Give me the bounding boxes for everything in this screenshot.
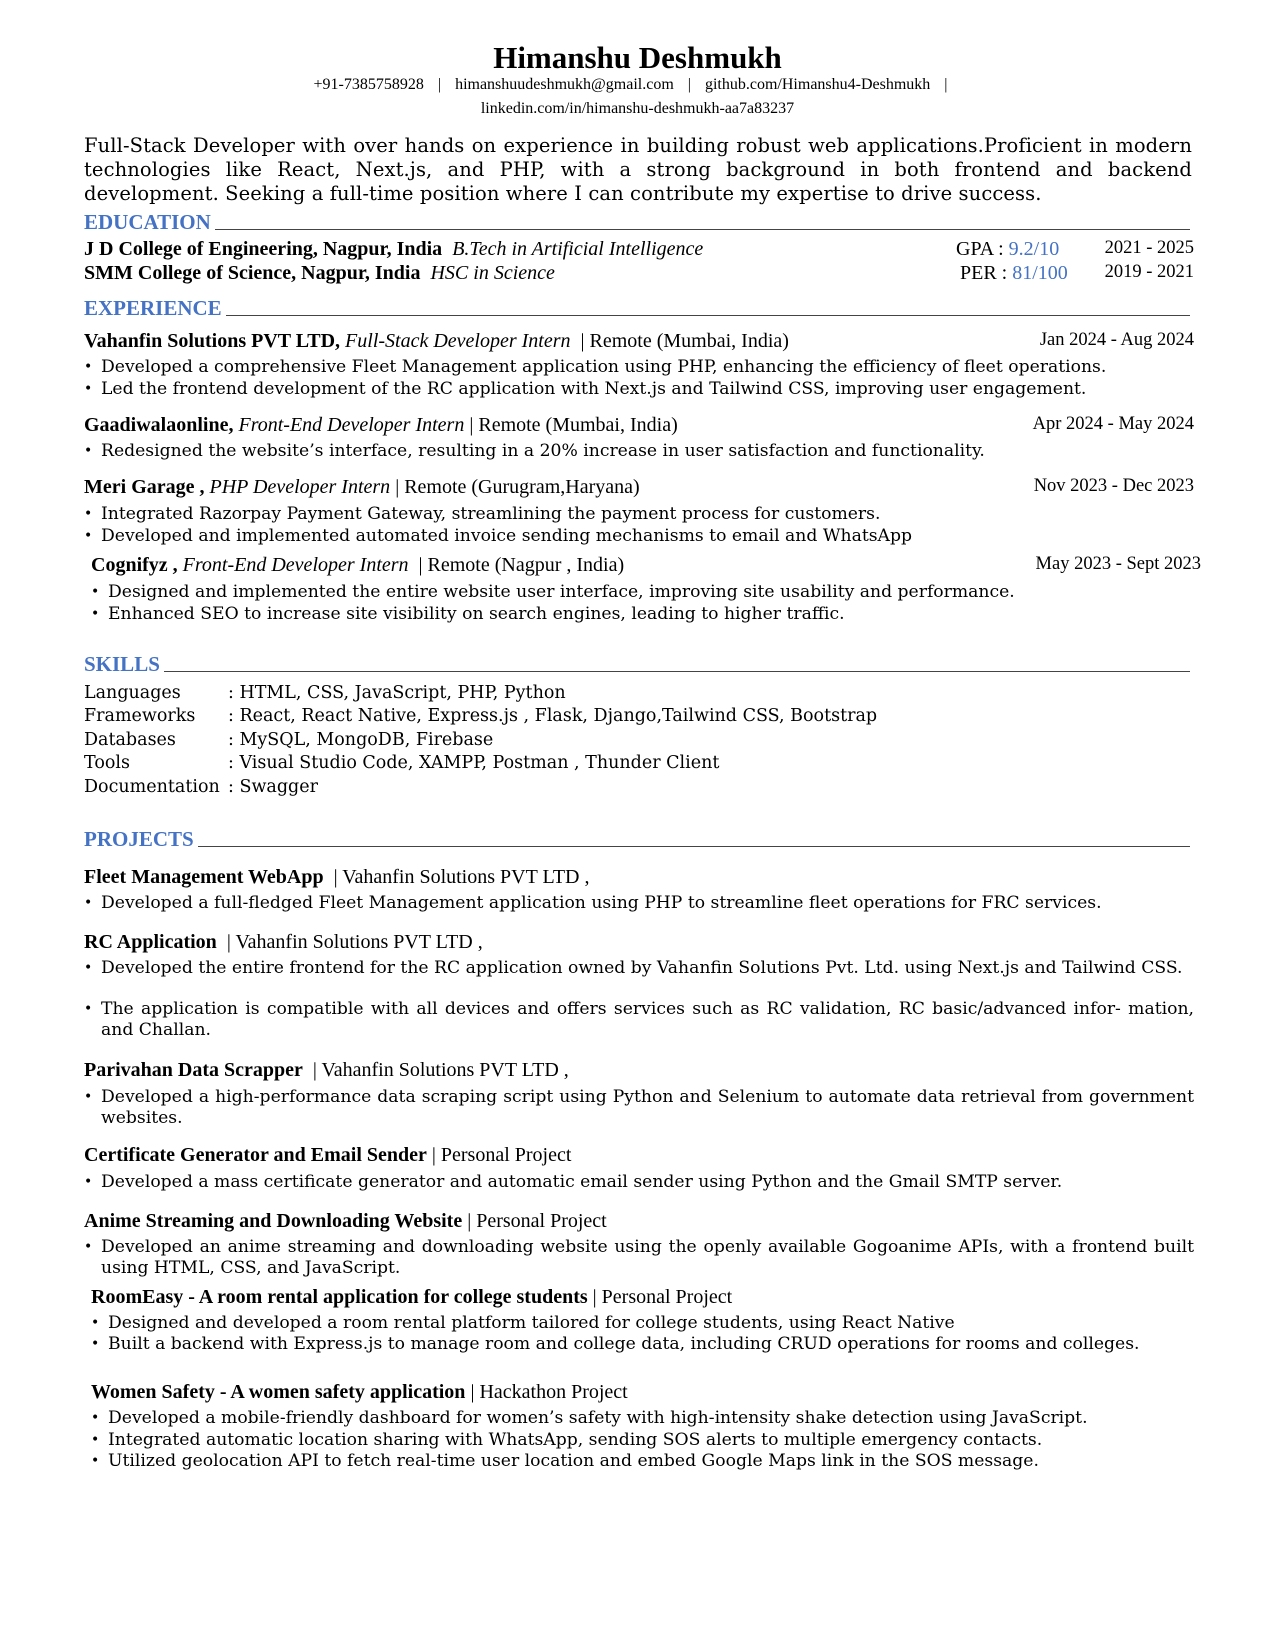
dates: Apr 2024 - May 2024 — [1032, 414, 1194, 434]
dates: Nov 2023 - Dec 2023 — [1033, 476, 1194, 496]
bullet-item: • Integrated automatic location sharing with WhatsApp, sending SOS alerts to multiple emergency contacts. — [108, 1430, 1042, 1451]
dates: May 2023 - Sept 2023 — [1035, 554, 1201, 574]
dates: Jan 2024 - Aug 2024 — [1039, 330, 1194, 350]
bullet-item: • Redesigned the website’s interface, resulting in a 20% increase in user satisfaction and functionality. — [101, 441, 985, 462]
bullet-item: • Developed a comprehensive Fleet Management application using PHP, enhancing the efficiency of fleet operations. — [101, 357, 1106, 378]
email-link[interactable]: himanshuudeshmukh@gmail.com — [455, 76, 674, 93]
project-header — [91, 1286, 732, 1309]
years: 2021 - 2025 — [1104, 238, 1194, 258]
project-name: RC Application — [84, 931, 217, 953]
section-experience — [84, 296, 1190, 321]
skill-label: Documentation — [84, 777, 220, 797]
section-title: SKILLS — [84, 652, 160, 676]
project-name: Women Safety - A women safety application — [91, 1381, 466, 1403]
github-link[interactable]: github.com/Himanshu4-Deshmukh — [704, 76, 931, 93]
project-org: | Personal Project — [462, 1210, 607, 1232]
bullet-item: • The application is compatible with all devices and offers services such as RC validation, RC basic/advanced infor- mation, and Challan. — [101, 999, 1194, 1041]
bullet-item: • Utilized geolocation API to fetch real-time user location and embed Google Maps link in the SOS message. — [108, 1451, 1039, 1472]
years: 2019 - 2021 — [1104, 262, 1194, 282]
bullet-item: • Enhanced SEO to increase site visibility on search engines, leading to higher traffic. — [108, 604, 845, 625]
section-rule — [226, 315, 1190, 316]
skill-value: : React, React Native, Express.js , Flask, Django,Tailwind CSS, Bootstrap — [228, 706, 878, 726]
bullet-item: • Developed and implemented automated invoice sending mechanisms to email and WhatsApp — [101, 526, 912, 547]
score-label: PER : — [960, 262, 1013, 284]
project-name: Anime Streaming and Downloading Website — [84, 1210, 463, 1232]
score — [956, 238, 1059, 261]
project-org: | Personal Project — [587, 1286, 733, 1308]
role: Front-End Developer Intern — [238, 414, 465, 436]
bullet-item: • Developed a high-performance data scraping script using Python and Selenium to automate data retrieval from government websites. — [101, 1087, 1194, 1129]
company: Gaadiwalaonline, — [84, 414, 234, 436]
bullet-item: • Designed and developed a room rental platform tailored for college students, using React Native — [108, 1313, 955, 1334]
score-value: 9.2/10 — [1008, 238, 1060, 260]
location: | Remote (Nagpur , India) — [418, 554, 625, 576]
bullet-item: • Developed an anime streaming and downloading website using the openly available Gogoanime APIs, with a frontend built using HTML, CSS, and JavaScript. — [101, 1237, 1194, 1279]
bullet-item: • Led the frontend development of the RC application with Next.js and Tailwind CSS, improving user engagement. — [101, 379, 1086, 400]
skill-label: Tools — [84, 753, 130, 773]
skill-label: Languages — [84, 683, 181, 703]
education-row — [84, 238, 1194, 261]
company: Meri Garage , — [84, 476, 205, 498]
project-org: | Personal Project — [426, 1144, 572, 1166]
section-education — [84, 210, 1190, 235]
phone: +91-7385758928 — [313, 76, 424, 93]
linkedin-link[interactable]: linkedin.com/in/himanshu-deshmukh-aa7a83237 — [480, 100, 795, 117]
bullet-item: • Designed and implemented the entire website user interface, improving site usability and performance. — [108, 582, 1015, 603]
skill-value: : MySQL, MongoDB, Firebase — [228, 730, 494, 750]
project-header — [84, 931, 483, 954]
experience-header — [84, 476, 1194, 499]
project-header — [84, 1059, 569, 1082]
bullet-item: • Developed a mobile-friendly dashboard for women’s safety with high-intensity shake detection using JavaScript. — [108, 1408, 1088, 1429]
role: Front-End Developer Intern — [182, 554, 409, 576]
section-skills — [84, 652, 1190, 677]
section-title: EDUCATION — [84, 210, 211, 234]
location: | Remote (Gurugram,Haryana) — [395, 476, 640, 498]
section-rule — [198, 846, 1190, 847]
project-header — [91, 1381, 628, 1404]
section-title: EXPERIENCE — [84, 296, 222, 320]
skill-value: : HTML, CSS, JavaScript, PHP, Python — [228, 683, 566, 703]
experience-header — [84, 330, 1194, 353]
bullet-item: • Built a backend with Express.js to manage room and college data, including CRUD operations for rooms and colleges. — [108, 1334, 1201, 1355]
project-header — [84, 1144, 571, 1167]
location: | Remote (Mumbai, India) — [469, 414, 678, 436]
skill-value: : Swagger — [228, 777, 318, 797]
score — [960, 262, 1068, 285]
bullet-item: • Developed the entire frontend for the RC application owned by Vahanfin Solutions Pvt. Ltd. using Next.js and Tailwind CSS. — [101, 958, 1194, 979]
school: J D College of Engineering, Nagpur, India — [84, 238, 443, 260]
project-header — [84, 866, 590, 889]
section-projects — [84, 827, 1190, 852]
project-name: Fleet Management WebApp — [84, 866, 324, 888]
project-org: | Vahanfin Solutions PVT LTD , — [328, 866, 590, 888]
candidate-name: Himanshu Deshmukh — [493, 40, 782, 75]
experience-header — [84, 414, 1194, 437]
contact-line — [0, 76, 1275, 94]
score-label: GPA : — [956, 238, 1009, 260]
section-rule — [164, 671, 1190, 672]
project-org: | Vahanfin Solutions PVT LTD , — [221, 931, 483, 953]
bullet-item: • Developed a full-fledged Fleet Management application using PHP to streamline fleet operations for FRC services. — [101, 893, 1102, 914]
summary: Full-Stack Developer with over hands on experience in building robust web applications.Proficient in modern technologies like React, Next.js, and PHP, with a strong background in both frontend and backend development. Seeking a full-time position where I can contribute my expertise to drive success. — [84, 134, 1192, 205]
separator: | — [687, 76, 691, 93]
company: Vahanfin Solutions PVT LTD, — [84, 330, 341, 352]
role: PHP Developer Intern — [209, 476, 391, 498]
degree: HSC in Science — [430, 262, 555, 284]
skill-label: Databases — [84, 730, 176, 750]
project-name: Certificate Generator and Email Sender — [84, 1144, 427, 1166]
location: | Remote (Mumbai, India) — [580, 330, 789, 352]
section-title: PROJECTS — [84, 827, 194, 851]
project-name: RoomEasy - A room rental application for college students — [91, 1286, 588, 1308]
school: SMM College of Science, Nagpur, India — [84, 262, 421, 284]
skill-label: Frameworks — [84, 706, 196, 726]
section-rule — [215, 229, 1190, 230]
company: Cognifyz , — [91, 554, 178, 576]
project-header — [84, 1210, 607, 1233]
project-org: | Vahanfin Solutions PVT LTD , — [307, 1059, 569, 1081]
skill-value: : Visual Studio Code, XAMPP, Postman , Thunder Client — [228, 753, 720, 773]
degree: B.Tech in Artificial Intelligence — [452, 238, 704, 260]
bullet-item: • Developed a mass certificate generator and automatic email sender using Python and the Gmail SMTP server. — [101, 1172, 1062, 1193]
experience-header — [91, 554, 1201, 577]
separator: | — [944, 76, 948, 93]
separator: | — [437, 76, 442, 93]
project-name: Parivahan Data Scrapper — [84, 1059, 303, 1081]
project-org: | Hackathon Project — [465, 1381, 628, 1403]
education-row — [84, 262, 1194, 285]
bullet-item: • Integrated Razorpay Payment Gateway, streamlining the payment process for customers. — [101, 504, 880, 525]
score-value: 81/100 — [1012, 262, 1068, 284]
role: Full-Stack Developer Intern — [345, 330, 571, 352]
